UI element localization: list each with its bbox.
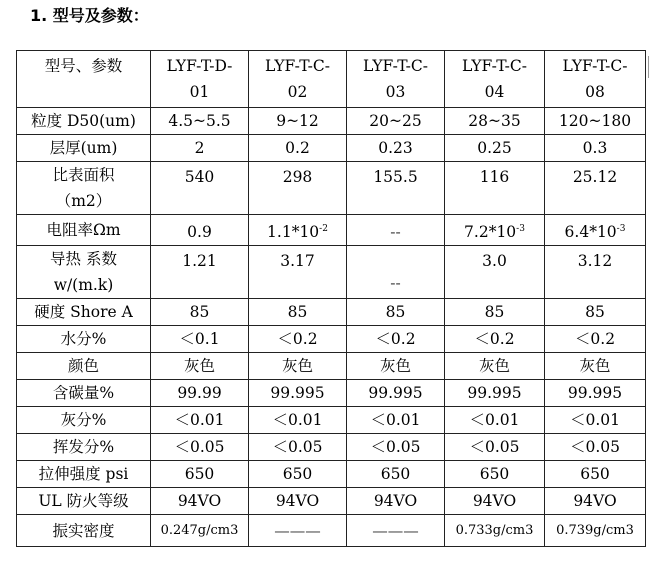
row-label: 颜色: [17, 353, 151, 380]
value-cell: 灰色: [545, 353, 646, 380]
row-label: 硬度 Shore A: [17, 299, 151, 326]
value-cell: 85: [347, 299, 445, 326]
value-cell: 116: [445, 162, 545, 215]
value-cell: 99.995: [545, 380, 646, 407]
model-cell: LYF-T-C- 03: [347, 51, 445, 108]
value-cell: 650: [445, 461, 545, 488]
value-cell: ———: [347, 515, 445, 547]
row-label: 导热 系数 w/(m.k): [17, 246, 151, 299]
value-cell: 0.739g/cm3: [545, 515, 646, 547]
value-cell: 9~12: [249, 108, 347, 135]
row-ash: [17, 407, 646, 434]
value-cell: 650: [249, 461, 347, 488]
value-cell: 灰色: [151, 353, 249, 380]
value-cell: 85: [445, 299, 545, 326]
row-tensile-strength: [17, 461, 646, 488]
value-cell: ———: [249, 515, 347, 547]
value-cell: 650: [347, 461, 445, 488]
page-edge-mark: [648, 56, 654, 78]
value-cell: ＜0.01: [249, 407, 347, 434]
value-cell: ＜0.05: [151, 434, 249, 461]
value-cell: 99.995: [347, 380, 445, 407]
value-cell: 94VO: [445, 488, 545, 515]
model-cell: LYF-T-C- 04: [445, 51, 545, 108]
row-label: 比表面积 （m2）: [17, 162, 151, 215]
value-cell: ＜0.05: [249, 434, 347, 461]
value-cell: 155.5: [347, 162, 445, 215]
row-label: UL 防火等级: [17, 488, 151, 515]
value-cell: 灰色: [347, 353, 445, 380]
value-cell: 0.9: [151, 215, 249, 246]
model-cell: LYF-T-C- 02: [249, 51, 347, 108]
value-cell: 0.2: [249, 135, 347, 162]
row-label: 粒度 D50(um): [17, 108, 151, 135]
value-cell: ＜0.05: [445, 434, 545, 461]
value-cell: 25.12: [545, 162, 646, 215]
row-moisture: [17, 326, 646, 353]
row-surface-area: [17, 162, 646, 215]
section-title: 1. 型号及参数：: [30, 6, 149, 25]
row-particle-size: [17, 108, 646, 135]
row-hardness: [17, 299, 646, 326]
value-cell: ＜0.05: [347, 434, 445, 461]
row-carbon-content: [17, 380, 646, 407]
row-tap-density: [17, 515, 646, 547]
value-cell: $7.2*10^{-3}$: [445, 215, 545, 246]
value-cell: ＜0.05: [545, 434, 646, 461]
value-cell: 94VO: [347, 488, 445, 515]
value-cell: 20~25: [347, 108, 445, 135]
value-cell: 99.995: [249, 380, 347, 407]
value-cell: ＜0.01: [347, 407, 445, 434]
value-cell: 85: [545, 299, 646, 326]
value-cell: 540: [151, 162, 249, 215]
value-cell: 28~35: [445, 108, 545, 135]
value-cell: ＜0.01: [545, 407, 646, 434]
value-cell: 2: [151, 135, 249, 162]
row-label: 层厚(um): [17, 135, 151, 162]
value-cell: 650: [151, 461, 249, 488]
value-cell: 3.12: [545, 246, 646, 299]
value-cell: 0.247g/cm3: [151, 515, 249, 547]
value-cell: 1.21: [151, 246, 249, 299]
value-cell: 灰色: [249, 353, 347, 380]
value-cell: 298: [249, 162, 347, 215]
row-label: 挥发分%: [17, 434, 151, 461]
row-label: 振实密度: [17, 515, 151, 547]
value-cell: 94VO: [249, 488, 347, 515]
value-cell: 3.17: [249, 246, 347, 299]
value-cell: ＜0.1: [151, 326, 249, 353]
row-layer-thickness: [17, 135, 646, 162]
value-cell: 120~180: [545, 108, 646, 135]
row-label: 拉伸强度 psi: [17, 461, 151, 488]
value-cell: $6.4*10^{-3}$: [545, 215, 646, 246]
row-label: 水分%: [17, 326, 151, 353]
header-label: 型号、参数: [17, 51, 151, 108]
value-cell: 0.3: [545, 135, 646, 162]
value-cell: 650: [545, 461, 646, 488]
spec-table: [16, 50, 646, 547]
value-cell: 94VO: [545, 488, 646, 515]
row-ul-fire-rating: [17, 488, 646, 515]
value-cell: 0.25: [445, 135, 545, 162]
value-cell: 94VO: [151, 488, 249, 515]
row-label: 灰分%: [17, 407, 151, 434]
value-cell: ＜0.01: [151, 407, 249, 434]
value-cell: ＜0.2: [545, 326, 646, 353]
row-thermal-conductivity: [17, 246, 646, 299]
value-cell: 0.733g/cm3: [445, 515, 545, 547]
value-cell: --: [347, 246, 445, 299]
value-cell: ＜0.01: [445, 407, 545, 434]
value-cell: 0.23: [347, 135, 445, 162]
value-cell: ＜0.2: [347, 326, 445, 353]
row-volatile: [17, 434, 646, 461]
row-label: 电阻率Ωm: [17, 215, 151, 246]
value-cell: ＜0.2: [249, 326, 347, 353]
value-cell: 99.995: [445, 380, 545, 407]
value-cell: 85: [249, 299, 347, 326]
row-resistivity: [17, 215, 646, 246]
row-label: 含碳量%: [17, 380, 151, 407]
row-color: [17, 353, 646, 380]
value-cell: $1.1*10^{-2}$: [249, 215, 347, 246]
value-cell: 4.5~5.5: [151, 108, 249, 135]
header-row: [17, 51, 646, 108]
value-cell: ＜0.2: [445, 326, 545, 353]
value-cell: 99.99: [151, 380, 249, 407]
value-cell: --: [347, 215, 445, 246]
value-cell: 85: [151, 299, 249, 326]
value-cell: 3.0: [445, 246, 545, 299]
value-cell: 灰色: [445, 353, 545, 380]
model-cell: LYF-T-C- 08: [545, 51, 646, 108]
model-cell: LYF-T-D- 01: [151, 51, 249, 108]
